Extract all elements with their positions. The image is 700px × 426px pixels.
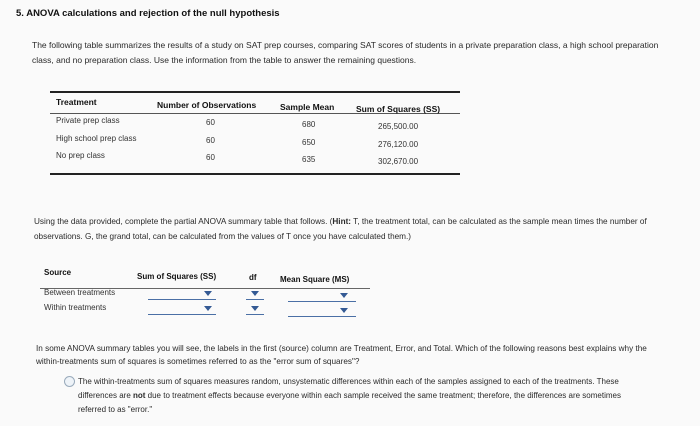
answer-radio-1[interactable] (64, 376, 75, 387)
df-within-dropdown[interactable] (246, 305, 264, 317)
ms-within-dropdown[interactable] (288, 307, 356, 319)
instructions-text: Using the data provided, complete the partial ANOVA summary table that follows. (Hint: T, the treatment total, can be calculated as the sample mean times the number of observations. G, the grand total, can be calculated from the values of T once you have calculated them.) (34, 217, 647, 241)
col-header-ss: Sum of Squares (SS) (356, 104, 441, 114)
chevron-down-icon (340, 308, 348, 313)
table-cell: 60 (206, 118, 215, 127)
table-cell: Private prep class (56, 116, 120, 125)
ss-between-dropdown[interactable] (148, 290, 216, 302)
question-title: 5. ANOVA calculations and rejection of the null hypothesis (16, 8, 280, 19)
anova-header-ss: Sum of Squares (SS) (137, 272, 217, 281)
col-header-observations: Number of Observations (157, 100, 257, 110)
answer-option-1[interactable]: The within-treatments sum of squares measures random, unsystematic differences within each of the samples assigned to each of the treatments. These differences are not due to treatment effects because everyone within each sample received the same treatment; therefore, the differences are sometimes referred to as "error." (78, 377, 621, 414)
anova-row-between: Between treatments (44, 288, 116, 297)
table-rule-bottom (50, 173, 460, 175)
table-cell: 60 (206, 136, 215, 145)
table-cell: 680 (302, 120, 316, 129)
ms-between-dropdown[interactable] (288, 292, 356, 304)
chevron-down-icon (204, 291, 212, 296)
table-cell: No prep class (56, 151, 105, 160)
col-header-mean: Sample Mean (280, 102, 335, 112)
ss-within-dropdown[interactable] (148, 305, 216, 317)
table-rule-top (50, 91, 460, 93)
chevron-down-icon (251, 306, 259, 311)
anova-header-source: Source (44, 268, 72, 277)
hint-label: Hint: (332, 217, 352, 226)
anova-header-df: df (249, 273, 257, 282)
intro-text: The following table summarizes the results of a study on SAT prep courses, comparing SAT scores of students in a private preparation class, a high school preparation class, and no preparation class. Use the information from the table to answer the remaining questions. (32, 40, 659, 65)
table-cell: High school prep class (56, 134, 137, 143)
chevron-down-icon (340, 293, 348, 298)
chevron-down-icon (251, 291, 259, 296)
table-cell: 276,120.00 (378, 140, 419, 149)
table-cell: 650 (302, 138, 316, 147)
anova-header-ms: Mean Square (MS) (280, 275, 350, 284)
df-between-dropdown[interactable] (246, 290, 264, 302)
table-cell: 265,500.00 (378, 122, 419, 131)
table-cell: 60 (206, 153, 215, 162)
table-cell: 302,670.00 (378, 157, 419, 166)
question-text: In some ANOVA summary tables you will see, the labels in the first (source) column are Treatment, Error, and Total. Which of the following reasons best explains why the within-treatments sum of squares is sometimes referred to as the "error sum of squares"? (36, 344, 647, 366)
col-header-treatment: Treatment (56, 97, 97, 107)
anova-row-within: Within treatments (44, 303, 107, 312)
table-cell: 635 (302, 155, 316, 164)
chevron-down-icon (204, 306, 212, 311)
